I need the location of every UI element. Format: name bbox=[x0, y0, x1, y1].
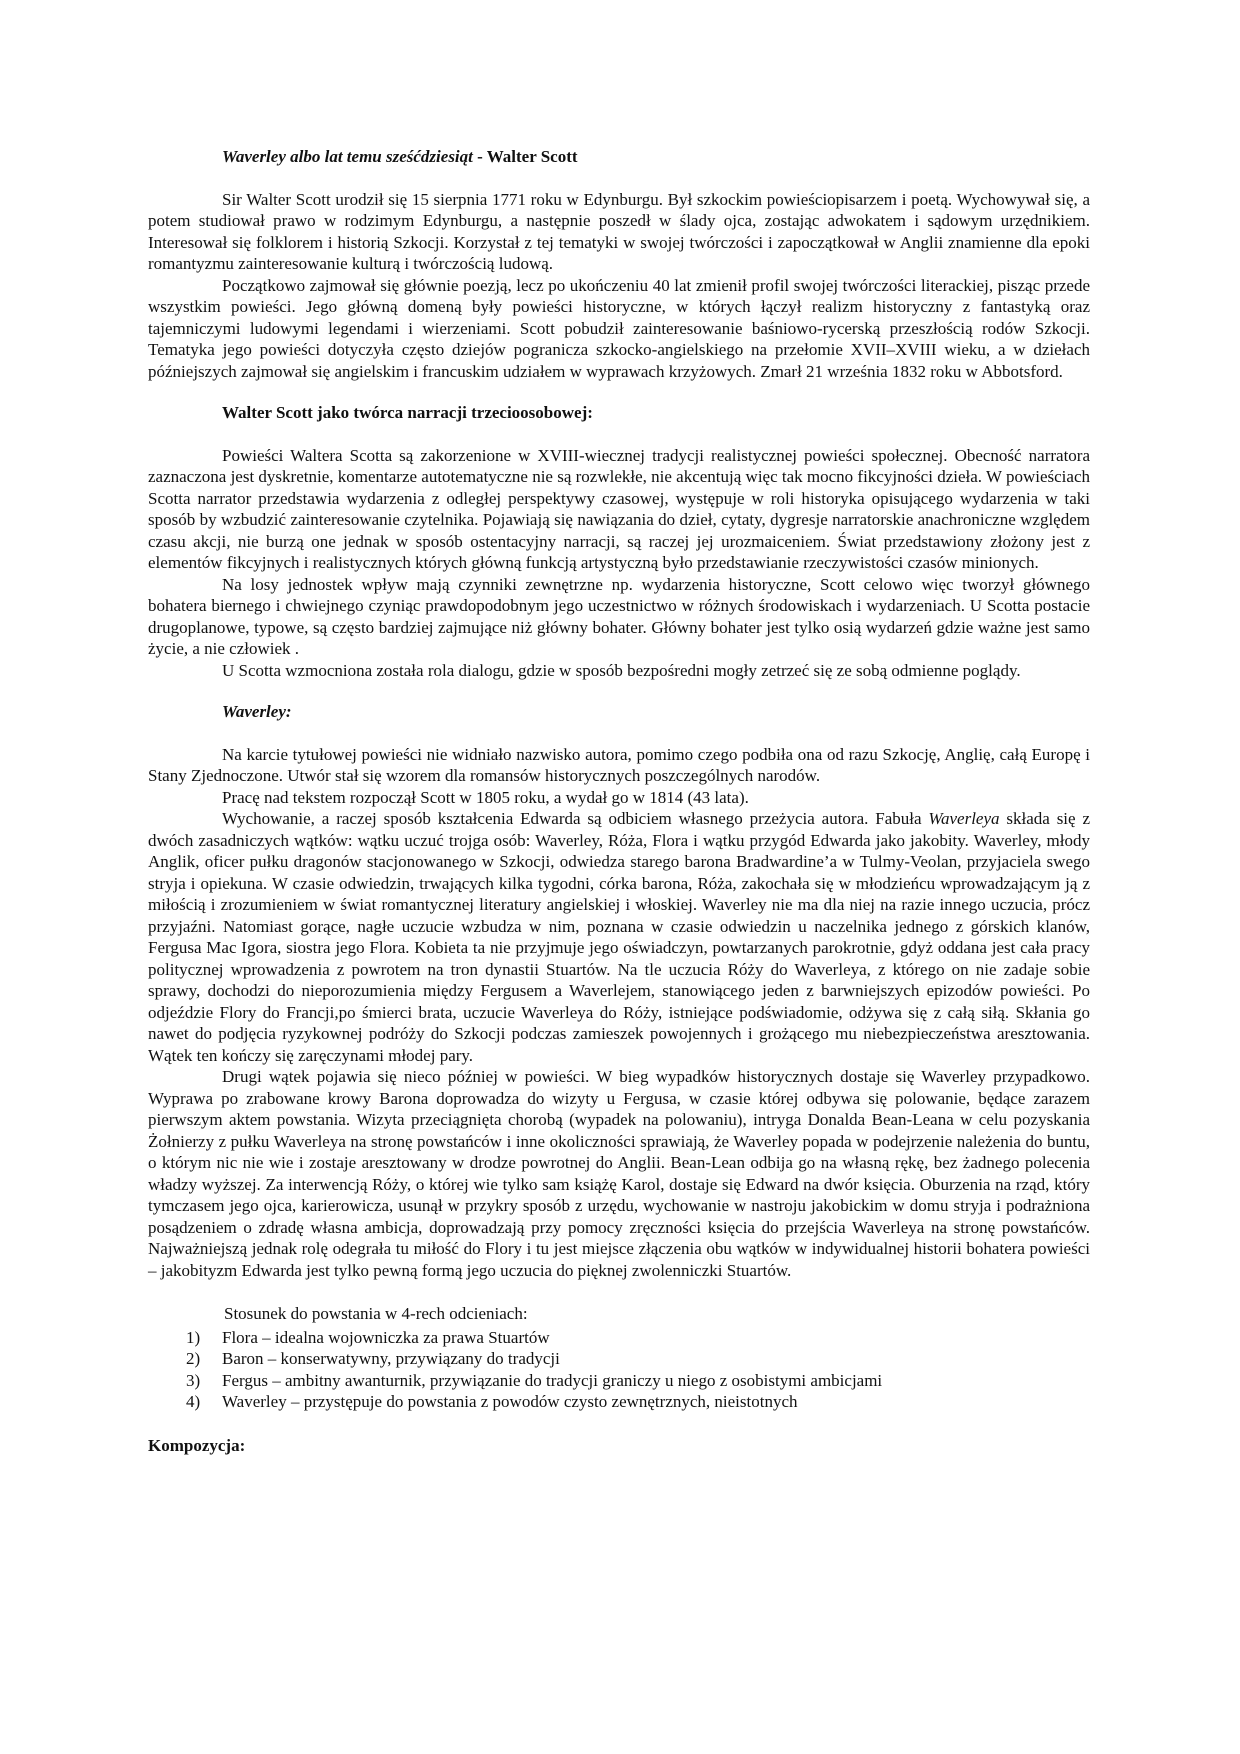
title-author: - Walter Scott bbox=[472, 147, 578, 166]
fabula-paragraph bbox=[148, 808, 1090, 1066]
narrator-paragraph: U Scotta wzmocniona została rola dialogu, gdzie w sposób bezpośredni mogły zetrzeć się ze sobą odmienne poglądy. bbox=[222, 660, 1021, 680]
list-item-number: 2) bbox=[186, 1349, 201, 1368]
composition-heading: Kompozycja: bbox=[148, 1435, 246, 1455]
list-item bbox=[148, 1370, 1090, 1392]
list-item-text: Baron – konserwatywny, przywiązany do tradycji bbox=[222, 1349, 560, 1368]
list-item-number: 3) bbox=[186, 1370, 201, 1390]
list-item-number: 1) bbox=[186, 1327, 201, 1347]
waverley-paragraph: Na karcie tytułowej powieści nie widniało nazwisko autora, pomimo czego podbiła ona od razu Szkocję, Anglię, całą Europę i Stany Zjednoczone. Utwór stał się wzorem dla romansów historycznych poszczególnych narodów. bbox=[148, 744, 1090, 785]
fabula-text-rest: składa się z dwóch zasadniczych wątków: wątku uczuć trojga osób: Waverley, Róża, Flora i wątku przygód Edwarda jako jakobity. Waverley, młody Anglik, oficer pułku dragonów stacjonowanego w Szkocji, odwiedza starego barona Bradwardine’a w Tulmy-Veolan, przyjaciela swego stryja i opiekuna. W czasie odwiedzin, trwających kilka tygodni, córka barona, Róża, zakochała się w młodzieńcu wprowadzającym ją z miłością i zrozumieniem w świat romantycznej literatury angielskiej i włoskiej. Waverley nie ma dla niej na razie innego uczucia, prócz przyjaźni. Natomiast gorące, nagłe uczucie wzbudza w nim, poznana w czasie odwiedzin u naczelnika jednego z górskich klanów, Fergusa Mac Igora, siostra jego Flora. Kobieta ta nie przyjmuje jego oświadczyn, powtarzanych parokrotnie, gdyż oddana jest cała pracy politycznej wprowadzenia z powrotem na tron dynastii Stuartów. Na tle uczucia Róży do Waverleya, z którego on nie zadaje sobie sprawy, dochodzi do nieporozumienia między Fergusem a Waverlejem, stanowiącego jeden z barwniejszych epizodów powieści. Po odjeździe Flory do Francji,po śmierci brata, uczucie Waverleya do Róży, istniejące podświadomie, odżywa się z całą siłą. Skłania go nawet do podjęcia ryzykownej podróży do Szkocji podczas zamieszek powojennych i grożącego mu niebezpieczeństwa aresztowania. Wątek ten kończy się zaręczynami młodej pary. bbox=[148, 809, 1090, 1065]
fabula-italic-title: Waverleya bbox=[928, 809, 1000, 828]
narrator-paragraph: Powieści Waltera Scotta są zakorzenione w XVIII-wiecznej tradycji realistycznej powieści społecznej. Obecność narratora zaznaczona jest dyskretnie, komentarze autotematyczne nie są rozwlekłe, nie akcentują więc tak mocno fikcyjności dzieła. W powieściach Scotta narrator przedstawia wydarzenia z odległej perspektywy czasowej, występuje w roli historyka opisującego wydarzenia w taki sposób by wzbudzić zainteresowanie czytelnika. Pojawiają się nawiązania do dzieł, cytaty, dygresje narratorskie anachroniczne względem czasu akcji, nie burzą one jednak w sposób ostentacyjny narracji, są raczej jej urozmaiceniem. Świat przedstawiony złożony jest z elementów fikcyjnych i realistycznych których główną funkcją artystyczną było przedstawianie rzeczywistości czasów minionych. bbox=[148, 445, 1090, 572]
list-item-text: Flora – idealna wojowniczka za prawa Stuartów bbox=[222, 1327, 550, 1347]
intro-paragraph: Sir Walter Scott urodził się 15 sierpnia 1771 roku w Edynburgu. Był szkockim powieściopisarzem i poetą. Wychowywał się, a potem studiował prawo w rodzimym Edynburgu, a następnie poszedł w ślady ojca, zostając adwokatem i sądowym urzędnikiem. Interesował się folklorem i historią Szkocji. Korzystał z tej tematyki w swojej twórczości i zapoczątkował w Anglii znamienne dla epoki romantyzmu zainteresowanie kulturą i twórczością ludową. bbox=[148, 189, 1090, 273]
list-item-number: 4) bbox=[186, 1392, 201, 1411]
section-heading-waverley: Waverley: bbox=[222, 702, 292, 721]
list-item bbox=[148, 1327, 1090, 1349]
section-heading-narrator: Walter Scott jako twórca narracji trzecioosobowej: bbox=[222, 403, 593, 422]
fabula-text-start: Wychowanie, a raczej sposób kształcenia Edwarda są odbiciem własnego przeżycia autora. Fabuła bbox=[222, 809, 929, 828]
second-thread-paragraph: Drugi wątek pojawia się nieco później w powieści. W bieg wypadków historycznych dostaje się Waverley przypadkowo. Wyprawa po zrabowane krowy Barona doprowadza do wizyty u Fergusa, w czasie której odbywa się polowanie, będące zarazem pierwszym aktem powstania. Wizyta przeciągnięta chorobą (wypadek na polowaniu), intryga Donalda Bean-Leana w celu pozyskania Żołnierzy z pułku Waverleya na stronę powstańców i inne okoliczności sprawiają, że Waverley popada w podejrzenie należenia do buntu, o którym nic nie wie i zostaje aresztowany w drodze powrotnej do Anglii. Bean-Lean odbija go na własną rękę, bez żadnego polecenia władzy wyższej. Za interwencją Róży, o której wie tylko sam książę Karol, dostaje się Edward na dwór księcia. Oburzenia na rząd, który tymczasem jego ojca, karierowicza, usunął w przykry sposób z urzędu, wychowanie w nastroju jakobickim w domu stryja i podrażniona posądzeniem o zdradę własna ambicja, doprowadzają przy pomocy zręczności księcia do przejścia Waverleya na stronę powstańców. Najważniejszą jednak rolę odegrała tu miłość do Flory i tu jest miejsce złączenia obu wątków w indywidualnej historii bohatera powieści – jakobityzm Edwarda jest tylko pewną formą jego uczucia do pięknej zwolenniczki Stuartów. bbox=[148, 1067, 1090, 1280]
list-item bbox=[148, 1348, 1090, 1370]
list-item-text: Waverley – przystępuje do powstania z powodów czysto zewnętrznych, nieistotnych bbox=[222, 1392, 798, 1411]
attitudes-intro: Stosunek do powstania w 4-rech odcieniach: bbox=[224, 1304, 528, 1323]
title-italic: Waverley albo lat temu sześćdziesiąt bbox=[222, 147, 473, 166]
document-body bbox=[148, 146, 1090, 1456]
document-title bbox=[148, 146, 1090, 168]
list-item-text: Fergus – ambitny awanturnik, przywiązanie do tradycji graniczy u niego z osobistymi ambicjami bbox=[222, 1370, 883, 1390]
waverley-paragraph: Pracę nad tekstem rozpoczął Scott w 1805 roku, a wydał go w 1814 (43 lata). bbox=[222, 787, 749, 807]
spacer bbox=[148, 1281, 1090, 1303]
list-item bbox=[148, 1391, 1090, 1413]
narrator-paragraph: Na losy jednostek wpływ mają czynniki zewnętrzne np. wydarzenia historyczne, Scott celowo więc tworzył głównego bohatera biernego i chwiejnego czyniąc prawdopodobnym jego uczestnictwo w różnych środowiskach i wydarzeniach. U Scotta postacie drugoplanowe, typowe, są często bardziej zajmujące niż główny bohater. Główny bohater jest tylko osią wydarzeń gdzie ważne jest samo życie, a nie człowiek . bbox=[148, 574, 1090, 658]
intro-paragraph: Początkowo zajmował się głównie poezją, lecz po ukończeniu 40 lat zmienił profil swojej twórczości literackiej, pisząc przede wszystkim powieści. Jego główną domeną były powieści historyczne, w których łączył realizm historyczny z fantastyką oraz tajemniczymi ludowymi legendami i wierzeniami. Scott pobudził zainteresowanie baśniowo-rycerską przeszłością rodów Szkocji. Tematyka jego powieści dotyczyła często dziejów pogranicza szkocko-angielskiego na przełomie XVII–XVIII wieku, a w dziełach późniejszych zajmował się angielskim i francuskim udziałem w wyprawach krzyżowych. Zmarł 21 września 1832 roku w Abbotsford. bbox=[148, 275, 1090, 381]
attitudes-list bbox=[148, 1327, 1090, 1413]
